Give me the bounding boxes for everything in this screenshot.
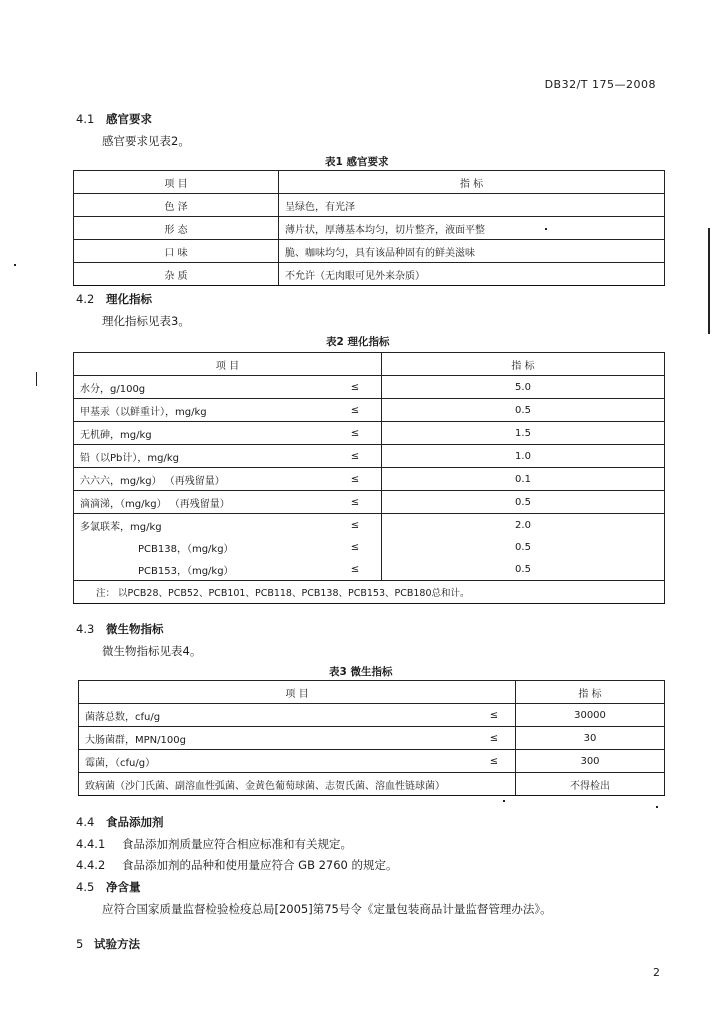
section-title: 食品添加剂 xyxy=(106,815,164,829)
section-5-heading xyxy=(76,936,140,952)
table3-row-item: 大肠菌群，MPN/100g xyxy=(79,727,474,750)
section-4-3-heading xyxy=(76,621,164,637)
section-4-1-text: 感官要求见表2。 xyxy=(102,134,190,148)
section-4-2-heading xyxy=(76,291,152,307)
section-4-2-text: 理化指标见表3。 xyxy=(102,314,190,328)
table2-row-op: ≤ xyxy=(329,536,382,558)
page-number: 2 xyxy=(653,966,660,979)
table2-row-value: 0.5 xyxy=(382,558,665,581)
section-4-5-text: 应符合国家质量监督检验检疫总局[2005]第75号令《定量包装商品计量监督管理办法》。 xyxy=(102,902,552,916)
section-4-5-heading xyxy=(76,879,141,895)
table2-row-item: 六六六，mg/kg） （再残留量） xyxy=(74,468,330,491)
scan-dot xyxy=(14,264,16,266)
table1-row-item: 色 泽 xyxy=(74,194,279,217)
table2-row-item: 铅（以Pb计），mg/kg xyxy=(74,445,330,468)
section-title: 理化指标 xyxy=(106,292,152,306)
table1-row-item: 杂 质 xyxy=(74,263,279,286)
table2-row-op: ≤ xyxy=(329,399,382,422)
table2-row-value: 2.0 xyxy=(382,514,665,537)
table2-row-item: PCB153，（mg/kg） xyxy=(74,558,330,581)
table2-row-item: 水分，g/100g xyxy=(74,376,330,399)
table1-row-value: 薄片状，厚薄基本均匀，切片整齐，液面平整 xyxy=(279,217,665,240)
section-number: 4.2 xyxy=(76,292,95,306)
section-text: 食品添加剂质量应符合相应标准和有关规定。 xyxy=(122,837,352,851)
table3-row-item: 菌落总数，cfu/g xyxy=(79,704,474,727)
scan-edge-mark xyxy=(708,228,710,334)
table1-row-value: 不允许（无肉眼可见外来杂质） xyxy=(279,263,665,286)
section-4-4-heading xyxy=(76,814,164,830)
section-number: 5 xyxy=(76,937,84,951)
table3-row-op: ≤ xyxy=(473,727,516,750)
table2-row-value: 1.0 xyxy=(382,445,665,468)
section-4-3-text: 微生物指标见表4。 xyxy=(102,644,202,658)
table3-head-item: 项 目 xyxy=(79,681,516,704)
table2-row-value: 0.1 xyxy=(382,468,665,491)
table2-row-value: 0.5 xyxy=(382,491,665,514)
section-title: 试验方法 xyxy=(94,937,140,951)
table2-row-op: ≤ xyxy=(329,468,382,491)
section-number: 4.4 xyxy=(76,815,95,829)
table2-row-item: 甲基汞（以鲜重计），mg/kg xyxy=(74,399,330,422)
table3-row-op: ≤ xyxy=(473,750,516,773)
table2-row-op: ≤ xyxy=(329,491,382,514)
scan-dot xyxy=(503,800,505,802)
section-number: 4.3 xyxy=(76,622,95,636)
scan-dot xyxy=(656,806,658,808)
table3-row-value: 不得检出 xyxy=(516,773,665,796)
table1-row-value: 呈绿色，有光泽 xyxy=(279,194,665,217)
section-4-1-heading xyxy=(76,111,152,127)
section-number: 4.1 xyxy=(76,112,95,126)
document-id: DB32/T 175—2008 xyxy=(544,78,656,91)
scan-dot xyxy=(545,228,547,230)
table2-row-op: ≤ xyxy=(329,422,382,445)
table2-row-value: 0.5 xyxy=(382,399,665,422)
section-number: 4.5 xyxy=(76,880,95,894)
scan-mark xyxy=(36,372,37,386)
section-number: 4.4.1 xyxy=(76,837,106,851)
table2-note: 注： 以PCB28、PCB52、PCB101、PCB118、PCB138、PCB153、PCB180总和计。 xyxy=(74,581,665,604)
section-title: 感官要求 xyxy=(106,112,152,126)
table2-caption: 表2 理化指标 xyxy=(326,336,390,348)
section-4-4-1 xyxy=(76,836,352,852)
table3-row-value: 30 xyxy=(516,727,665,750)
table3-row-op: ≤ xyxy=(473,704,516,727)
table2-head-item: 项 目 xyxy=(74,353,382,376)
table3-row-item: 霉菌，（cfu/g） xyxy=(79,750,474,773)
table2-row-value: 5.0 xyxy=(382,376,665,399)
table3-row-value: 30000 xyxy=(516,704,665,727)
table2-head-value: 指 标 xyxy=(382,353,665,376)
table3-row-item: 致病菌（沙门氏菌、副溶血性弧菌、金黄色葡萄球菌、志贺氏菌、溶血性链球菌） xyxy=(79,773,474,796)
table2-row-item: 多氯联苯，mg/kg xyxy=(74,514,330,537)
table2-row-item: PCB138，（mg/kg） xyxy=(74,536,330,558)
table3-row-op xyxy=(473,773,516,796)
table1-row-value: 脆、咖味均匀，具有该品种固有的鲜美滋味 xyxy=(279,240,665,263)
table1-caption: 表1 感官要求 xyxy=(325,156,389,168)
table3-caption: 表3 微生指标 xyxy=(329,666,393,678)
table2 xyxy=(73,352,665,604)
table2-row-item: 滴滴涕，（mg/kg） （再残留量） xyxy=(74,491,330,514)
table1-head-value: 指 标 xyxy=(279,171,665,194)
section-number: 4.4.2 xyxy=(76,858,106,872)
table3 xyxy=(78,680,665,796)
section-text: 食品添加剂的品种和使用量应符合 GB 2760 的规定。 xyxy=(122,858,398,872)
table3-row-value: 300 xyxy=(516,750,665,773)
section-title: 净含量 xyxy=(106,880,141,894)
table2-row-item: 无机砷，mg/kg xyxy=(74,422,330,445)
table1-row-item: 形 态 xyxy=(74,217,279,240)
table2-row-op: ≤ xyxy=(329,558,382,581)
table1 xyxy=(73,170,665,286)
table2-row-op: ≤ xyxy=(329,445,382,468)
table2-row-op: ≤ xyxy=(329,514,382,537)
section-4-4-2 xyxy=(76,857,398,873)
table3-head-value: 指 标 xyxy=(516,681,665,704)
table1-head-item: 项 目 xyxy=(74,171,279,194)
table1-row-item: 口 味 xyxy=(74,240,279,263)
table2-row-value: 0.5 xyxy=(382,536,665,558)
section-title: 微生物指标 xyxy=(106,622,164,636)
table2-row-value: 1.5 xyxy=(382,422,665,445)
table2-row-op: ≤ xyxy=(329,376,382,399)
